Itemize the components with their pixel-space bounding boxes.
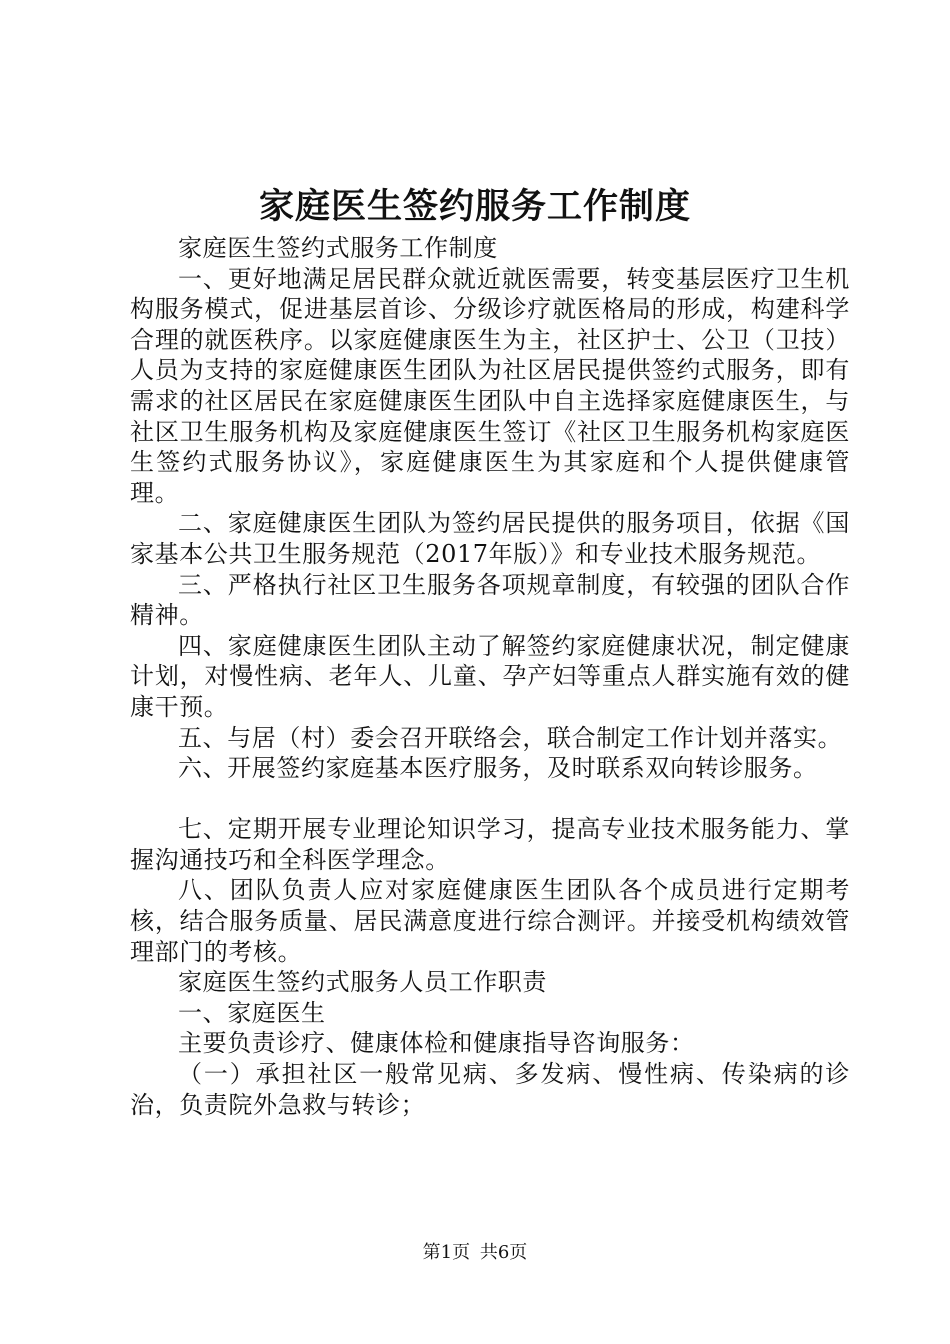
paragraph-item-1: 一、更好地满足居民群众就近就医需要，转变基层医疗卫生机构服务模式，促进基层首诊、分级诊疗就医格局的形成，构建科学合理的就医秩序。以家庭健康医生为主，社区护士、公卫（卫技）人员为支持的家庭健康医生团队为社区居民提供签约式服务，即有需求的社区居民在家庭健康医生团队中自主选择家庭健康医生，与社区卫生服务机构及家庭健康医生签订《社区卫生服务机构家庭医生签约式服务协议》，家庭健康医生为其家庭和个人提供健康管理。 <box>130 264 850 507</box>
blank-line <box>130 784 850 815</box>
paragraph-duties-summary: 主要负责诊疗、健康体检和健康指导咨询服务： <box>178 1029 695 1058</box>
page-total: 共6页 <box>479 1242 528 1263</box>
paragraph-item-8: 八、团队负责人应对家庭健康医生团队各个成员进行定期考核，结合服务质量、居民满意度进行综合测评。并接受机构绩效管理部门的考核。 <box>130 876 850 966</box>
document-body <box>130 233 850 1120</box>
document-title: 家庭医生签约服务工作制度 <box>258 186 691 227</box>
page-number: 第1页 <box>422 1242 471 1263</box>
paragraph-item-5: 五、与居（村）委会召开联络会，联合制定工作计划并落实。 <box>178 723 843 752</box>
paragraph-subtitle: 家庭医生签约式服务工作制度 <box>178 234 498 262</box>
paragraph-item-7: 七、定期开展专业理论知识学习，提高专业技术服务能力、掌握沟通技巧和全科医学理念。 <box>130 815 850 874</box>
paragraph-item-2: 二、家庭健康医生团队为签约居民提供的服务项目，依据《国家基本公共卫生服务规范（2017年版）》和专业技术服务规范。 <box>130 509 850 568</box>
page-footer <box>0 1241 950 1265</box>
paragraph-item-4: 四、家庭健康医生团队主动了解签约家庭健康状况，制定健康计划，对慢性病、老年人、儿童、孕产妇等重点人群实施有效的健康干预。 <box>130 631 850 721</box>
paragraph-item-6: 六、开展签约家庭基本医疗服务，及时联系双向转诊服务。 <box>178 754 818 783</box>
section-heading-duties: 家庭医生签约式服务人员工作职责 <box>178 968 547 997</box>
paragraph-item-3: 三、严格执行社区卫生服务各项规章制度，有较强的团队合作精神。 <box>130 570 850 630</box>
paragraph-duty-1: （一）承担社区一般常见病、多发病、慢性病、传染病的诊治，负责院外急救与转诊； <box>130 1060 850 1119</box>
section-heading-family-doctor: 一、家庭医生 <box>178 998 326 1027</box>
